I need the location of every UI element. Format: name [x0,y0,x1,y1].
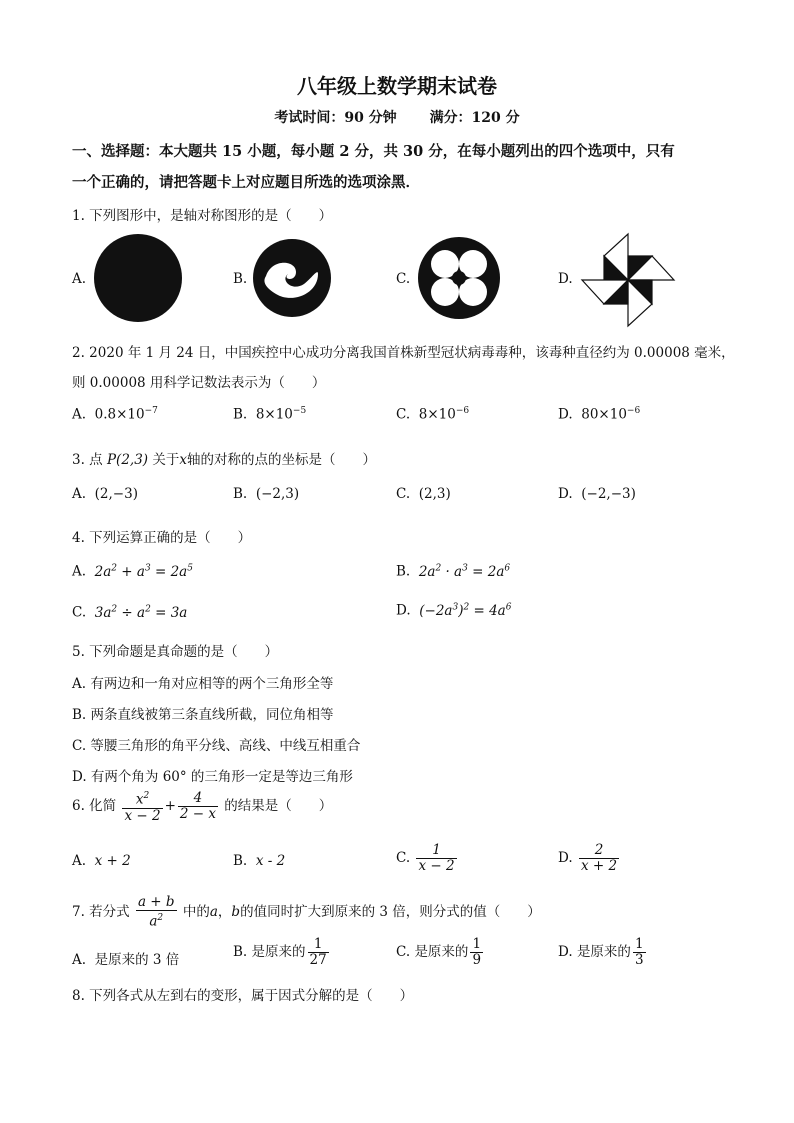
q2-option-a-label: A. [72,406,87,423]
q2-option-c-label: C. [396,406,411,423]
q2-option-b [233,406,306,423]
section-heading-line1: 一、选择题：本大题共 15 小题，每小题 2 分，共 30 分，在每小题列出的四个选项中，只有 [72,143,675,160]
q7-option-a [72,948,179,968]
q7-option-a-text: 是原来的 3 倍 [94,952,180,968]
q7-option-b-num: 1 [308,937,329,953]
q2-option-b-label: B. [233,406,248,423]
q4-option-a-label: A. [72,563,87,580]
q7-var-a: a [209,903,218,920]
q6-option-c [396,843,459,874]
q3-option-d-label: D. [558,486,573,502]
section-heading-line2: 一个正确的，请把答题卡上对应题目所选的选项涂黑． [72,174,420,191]
q7-var-b: b [231,903,241,920]
q3-option-d-text: (−2,−3) [581,486,636,502]
q3-option-c-label: C. [396,486,411,502]
q7-sep: ， [217,903,232,920]
q6-option-c-label: C. [396,850,411,866]
q2-option-b-base: 8×10 [255,406,293,423]
q4-option-a [72,563,193,580]
q4-option-c [72,604,187,621]
question-6-stem: 6. 化简 $\frac{x^2}{x - 2}$ + $\frac{4}{2 - x}$ 的结果是（ ） [72,789,333,824]
q7-option-b-label: B. [233,944,248,960]
q7-option-c-label: C. [396,944,411,960]
question-8-stem: 8. 下列各式从左到右的变形，属于因式分解的是（ ） [72,988,414,1004]
q3-option-c-text: (2,3) [418,486,451,502]
q3-axis: x [179,452,187,468]
q7-option-c [396,937,485,968]
q7-option-d-fraction [633,937,646,968]
q3-point: P(2,3) [106,452,149,468]
q7-option-c-text: 是原来的 [414,944,469,960]
q4-option-b [396,563,510,580]
q3-option-a-text: (2,−3) [94,486,138,502]
q7-option-b-fraction [308,937,329,968]
q3-stem-b: 关于 [152,452,180,468]
q4-option-a-expr: $2a^2 + a^3 = 2a^5$ [94,563,193,580]
q1-option-c-label: C. [396,271,411,287]
q2-option-d-exp: −6 [626,406,641,416]
question-1-stem: 1. 下列图形中，是轴对称图形的是（ ） [72,208,333,224]
q3-option-b [233,486,299,502]
q3-option-c [396,486,451,502]
q4-option-c-label: C. [72,604,87,621]
q6-option-b [233,853,285,869]
q7-option-d-num: 1 [634,936,644,952]
q5-option-c: C. 等腰三角形的角平分线、高线、中线互相重合 [72,738,361,754]
q2-option-a-exp: −7 [144,406,158,416]
q6-fraction-2: $\frac{4}{2 - x}$ [179,789,216,822]
q3-option-d [558,486,636,502]
q5-option-d: D. 有两个角为 60° 的三角形一定是等边三角形 [72,769,353,785]
q6-option-c-den: x − 2 [418,858,455,874]
exam-time: 考试时间：90 分钟 [274,110,397,126]
q7-stem-b: 中的 [182,903,210,920]
q6-fraction-1: $\frac{x^2}{x - 2}$ [124,791,161,824]
q2-option-c-exp: −6 [455,406,470,416]
q3-stem-c: 轴的对称的点的坐标是（ ） [186,452,376,468]
swirl-circle-figure [252,238,332,318]
q5-option-b: B. 两条直线被第三条直线所截，同位角相等 [72,707,334,723]
question-2-stem-line1: 2. 2020 年 1 月 24 日，中国疾控中心成功分离我国首株新型冠状病毒毒种，该毒种直径约为 0.00008 毫米， [72,345,735,361]
q6-option-c-fraction [416,843,456,874]
q2-option-c-base: 8×10 [418,406,456,423]
q6-option-d [558,843,621,874]
q7-option-c-den: 9 [472,952,482,968]
q5-option-a: A. 有两边和一角对应相等的两个三角形全等 [72,676,334,692]
q7-option-b [233,937,331,968]
q7-stem-a: 7. 若分式 [72,903,130,920]
q7-stem-c: 的值同时扩大到原来的 3 倍，则分式的值（ ） [240,903,541,920]
q2-option-d [558,406,640,423]
q7-option-b-den: 27 [309,952,327,968]
q4-option-b-expr: $2a^2 \cdot a^3 = 2a^6$ [418,563,511,580]
q1-option-d-label: D. [558,271,573,287]
q3-option-b-text: (−2,3) [255,486,300,502]
q6-option-d-num: 2 [579,843,619,859]
q7-option-d-text: 是原来的 [576,944,631,960]
q4-option-b-label: B. [396,563,411,580]
q2-option-d-base: 80×10 [581,406,627,423]
q6-stem-a: 6. 化简 [72,797,117,814]
petal-circle-figure [417,236,501,320]
q7-option-c-fraction [470,937,483,968]
exam-meta [0,107,794,127]
q2-option-a-base: 0.8×10 [94,406,145,423]
q3-option-a [72,486,138,502]
q7-option-b-text: 是原来的 [251,944,306,960]
q3-option-b-label: B. [233,486,248,502]
q6-option-d-fraction [579,843,619,874]
q7-option-a-label: A. [72,952,87,968]
pinwheel-figure [92,232,184,324]
q3-option-a-label: A. [72,486,87,502]
q6-option-d-label: D. [558,850,573,866]
q2-option-a [72,406,158,423]
question-5-stem: 5. 下列命题是真命题的是（ ） [72,644,279,660]
windmill-figure [580,232,676,328]
q6-option-a-label: A. [72,853,87,869]
question-4-stem: 4. 下列运算正确的是（ ） [72,530,252,546]
q6-option-b-label: B. [233,853,248,869]
q1-option-b-label: B. [233,271,248,287]
q4-option-d-expr: $(-2a^3)^2 = 4a^6$ [419,602,512,619]
q6-option-c-num: 1 [416,843,456,859]
question-7-stem [72,895,541,930]
q7-option-d-den: 3 [634,952,644,968]
q4-option-c-expr: $3a^2 \div a^2 = 3a$ [94,604,188,621]
q2-option-d-label: D. [558,406,573,423]
q4-option-d [396,602,511,619]
q6-stem-b: 的结果是（ ） [224,797,333,814]
q7-option-c-num: 1 [472,936,482,952]
q7-option-d-label: D. [558,944,573,960]
q6-option-d-den: x + 2 [580,858,618,874]
exam-score: 满分：120 分 [429,110,520,126]
q6-option-a-text: x + 2 [94,853,131,869]
q7-fraction: $\frac{a + b}{a^2}$ [137,894,175,930]
q7-option-d [558,937,648,968]
q2-option-c [396,406,469,423]
question-3-stem [72,448,376,468]
q1-option-a-label: A. [72,271,87,287]
page-title: 八年级上数学期末试卷 [297,74,497,98]
q3-stem-a: 3. 点 [72,452,103,468]
q4-option-d-label: D. [396,602,411,619]
q6-option-a [72,853,131,869]
question-2-stem-line2: 则 0.00008 用科学记数法表示为（ ） [72,375,326,391]
q6-option-b-text: x - 2 [255,853,286,869]
q2-option-b-exp: −5 [292,406,307,416]
